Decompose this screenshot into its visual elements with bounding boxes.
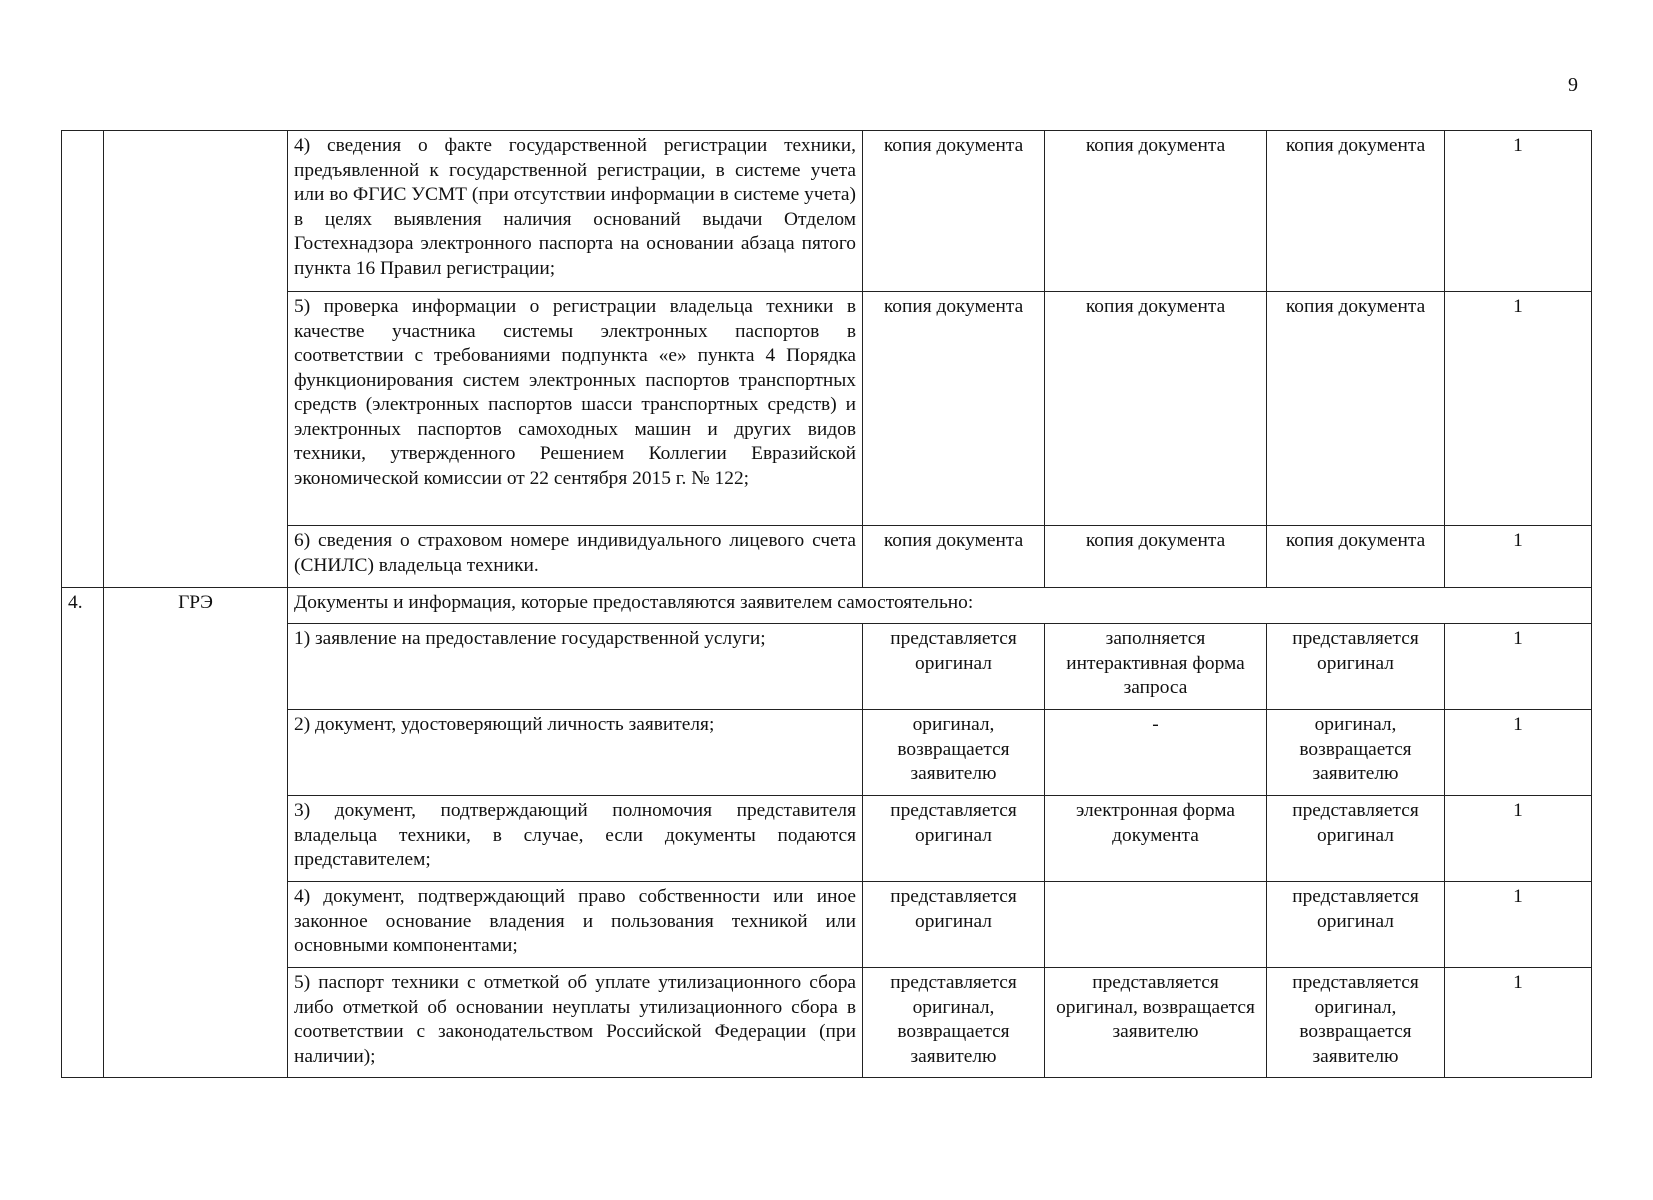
document-description: 5) паспорт техники с отметкой об уплате утилизационного сбора либо отметкой об основании неуплаты утилизационного сбора в соответствии с законодательством Российской Федерации (при наличии);	[288, 968, 863, 1078]
quantity-cell: 1	[1445, 968, 1592, 1078]
section-number: 4.	[62, 588, 104, 1078]
table-row	[62, 710, 1592, 796]
mfc-submission-cell: оригинал, возвращается заявителю	[1267, 710, 1445, 796]
documents-table	[61, 130, 1592, 1078]
electronic-submission-cell: представляется оригинал, возвращается заявителю	[1045, 968, 1267, 1078]
paper-submission-cell: оригинал, возвращается заявителю	[863, 710, 1045, 796]
mfc-submission-cell: копия документа	[1267, 526, 1445, 588]
document-description: 6) сведения о страховом номере индивидуального лицевого счета (СНИЛС) владельца техники.	[288, 526, 863, 588]
paper-submission-cell: представляется оригинал, возвращается заявителю	[863, 968, 1045, 1078]
table-row	[62, 968, 1592, 1078]
table-row	[62, 624, 1592, 710]
table-row	[62, 131, 1592, 292]
paper-submission-cell: представляется оригинал	[863, 796, 1045, 882]
electronic-submission-cell: электронная форма документа	[1045, 796, 1267, 882]
section-organ: ГРЭ	[104, 588, 288, 1078]
table-row	[62, 796, 1592, 882]
table-row	[62, 526, 1592, 588]
number-cell	[62, 131, 104, 588]
electronic-submission-cell: копия документа	[1045, 292, 1267, 526]
electronic-submission-cell: -	[1045, 710, 1267, 796]
mfc-submission-cell: представляется оригинал	[1267, 624, 1445, 710]
quantity-cell: 1	[1445, 882, 1592, 968]
electronic-submission-cell: заполняется интерактивная форма запроса	[1045, 624, 1267, 710]
quantity-cell: 1	[1445, 710, 1592, 796]
section-heading: Документы и информация, которые предоставляются заявителем самостоятельно:	[288, 588, 1592, 624]
electronic-submission-cell: копия документа	[1045, 526, 1267, 588]
electronic-submission-cell: копия документа	[1045, 131, 1267, 292]
table-row	[62, 882, 1592, 968]
page-number: 9	[1568, 74, 1578, 96]
quantity-cell: 1	[1445, 796, 1592, 882]
quantity-cell: 1	[1445, 624, 1592, 710]
document-description: 1) заявление на предоставление государственной услуги;	[288, 624, 863, 710]
document-description: 4) сведения о факте государственной регистрации техники, предъявленной к государственной регистрации, в системе учета или во ФГИС УСМТ (при отсутствии информации в системе учета) в целях выявления наличия оснований выдачи Отделом Гостехнадзора электронного паспорта на основании абзаца пятого пункта 16 Правил регистрации;	[288, 131, 863, 292]
table-row	[62, 292, 1592, 526]
quantity-cell: 1	[1445, 292, 1592, 526]
paper-submission-cell: копия документа	[863, 131, 1045, 292]
mfc-submission-cell: представляется оригинал, возвращается заявителю	[1267, 968, 1445, 1078]
quantity-cell: 1	[1445, 526, 1592, 588]
quantity-cell: 1	[1445, 131, 1592, 292]
mfc-submission-cell: копия документа	[1267, 131, 1445, 292]
paper-submission-cell: представляется оригинал	[863, 624, 1045, 710]
paper-submission-cell: копия документа	[863, 292, 1045, 526]
document-description: 2) документ, удостоверяющий личность заявителя;	[288, 710, 863, 796]
document-description: 3) документ, подтверждающий полномочия представителя владельца техники, в случае, если документы подаются представителем;	[288, 796, 863, 882]
electronic-submission-cell	[1045, 882, 1267, 968]
mfc-submission-cell: представляется оригинал	[1267, 882, 1445, 968]
paper-submission-cell: представляется оригинал	[863, 882, 1045, 968]
document-description: 5) проверка информации о регистрации владельца техники в качестве участника системы электронных паспортов в соответствии с требованиями подпункта «е» пункта 4 Порядка функционирования систем электронных паспортов транспортных средств (электронных паспортов шасси транспортных средств) и электронных паспортов самоходных машин и других видов техники, утвержденного Решением Коллегии Евразийской экономической комиссии от 22 сентября 2015 г. № 122;	[288, 292, 863, 526]
document-description: 4) документ, подтверждающий право собственности или иное законное основание владения и пользования техникой или основными компонентами;	[288, 882, 863, 968]
mfc-submission-cell: представляется оригинал	[1267, 796, 1445, 882]
section-heading-row	[62, 588, 1592, 624]
paper-submission-cell: копия документа	[863, 526, 1045, 588]
organ-cell	[104, 131, 288, 588]
mfc-submission-cell: копия документа	[1267, 292, 1445, 526]
